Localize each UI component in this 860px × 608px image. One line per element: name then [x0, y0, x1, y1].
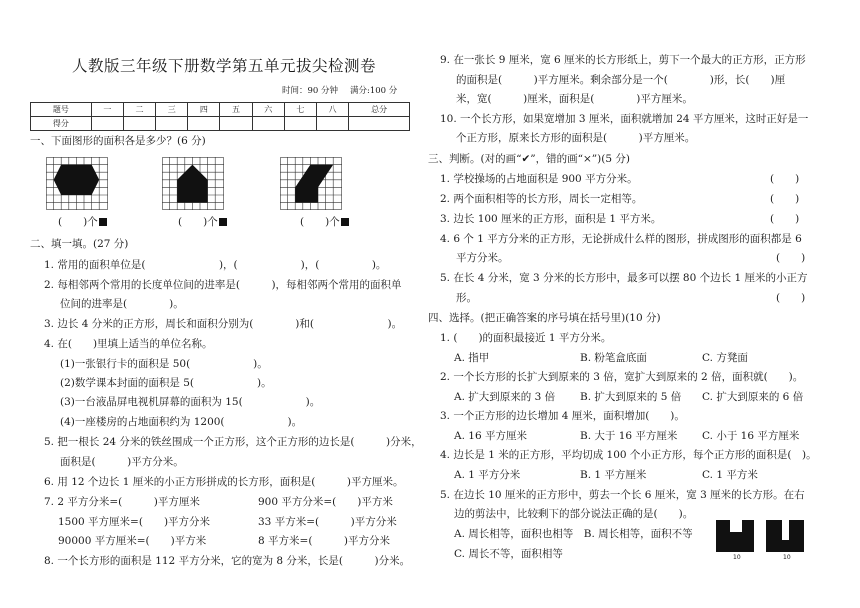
cell: 二 — [123, 103, 155, 117]
cell: 得分 — [31, 117, 92, 131]
cell: 总分 — [349, 103, 410, 117]
unit-square-icon — [341, 218, 349, 226]
choice-2[interactable]: 2. 一个长方形的长扩大到原来的 3 倍，宽扩大到原来的 2 倍，面积就( )。 — [440, 371, 804, 383]
judge-4: 4. 6 个 1 平方分米的正方形，无论拼成什么样的图形，拼成图形的面积都是 6 — [440, 233, 802, 245]
question-2-2-cont[interactable]: 位间的进率是( )。 — [60, 298, 184, 310]
judge-4-cont: 平方分米。 — [456, 252, 509, 264]
cell: 题号 — [31, 103, 92, 117]
cell[interactable] — [349, 117, 410, 131]
answer-blank: ( )个 — [178, 216, 218, 228]
grid-figure-hexagon — [46, 157, 108, 210]
figure-2-answer[interactable] — [178, 214, 227, 229]
cell: 四 — [188, 103, 220, 117]
figure-1-answer[interactable] — [58, 214, 107, 229]
judge-5: 5. 在长 4 分米，宽 3 分米的长方形中，最多可以摆 80 个边长 1 厘米的小正方 — [440, 272, 808, 284]
question-2-4-1[interactable]: (1)一张银行卡的面积是 50( )。 — [60, 358, 268, 370]
judge-2: 2. 两个面积相等的长方形，周长一定相等。 — [440, 193, 643, 205]
cut-square-figure-2 — [764, 518, 808, 560]
question-2-5-cont[interactable]: 面积是( )平方分米。 — [60, 456, 184, 468]
question-2-9-cont1[interactable]: 的面积是( )平方厘米。剩余部分是一个( )形，长( )厘 — [456, 74, 786, 86]
cut-square-figure-1 — [714, 518, 758, 560]
choice-5-option-c[interactable]: C. 周长不等，面积相等 — [454, 548, 563, 560]
question-2-7-c[interactable]: 1500 平方厘米=( )平方分米 — [58, 516, 211, 528]
choice-5[interactable]: 5. 在边长 10 厘米的正方形中，剪去一个长 6 厘米，宽 3 厘米的长方形。在右 — [440, 489, 805, 501]
question-2-7-a[interactable]: 7. 2 平方分米=( )平方厘米 — [44, 496, 200, 508]
question-2-4-3[interactable]: (3)一台液晶屏电视机屏幕的面积为 15( )。 — [60, 396, 321, 408]
section-2-heading: 二、填一填。(27 分) — [30, 238, 129, 250]
question-2-4[interactable]: 4. 在( )里填上适当的单位名称。 — [44, 338, 213, 350]
question-2-9[interactable]: 9. 在一张长 9 厘米，宽 6 厘米的长方形纸上，剪下一个最大的正方形，正方形 — [440, 54, 806, 66]
judge-5-answer[interactable]: ( ) — [776, 292, 806, 304]
question-2-3[interactable]: 3. 边长 4 分米的正方形，周长和面积分别为( )和( )。 — [44, 318, 403, 330]
score-table — [30, 102, 410, 131]
cell: 五 — [220, 103, 252, 117]
cell[interactable] — [284, 117, 316, 131]
choice-1[interactable]: 1. ( )的面积最接近 1 平方分米。 — [440, 332, 612, 344]
grid-figure-pentagon — [162, 157, 224, 210]
choice-3-option-a[interactable]: A. 16 平方厘米 — [454, 430, 527, 442]
cell[interactable] — [123, 117, 155, 131]
section-1-heading: 一、下面图形的面积各是多少？(6 分) — [30, 135, 206, 147]
question-2-2[interactable]: 2. 每相邻两个常用的长度单位间的进率是( )，每相邻两个常用的面积单 — [44, 279, 402, 291]
cell: 一 — [91, 103, 123, 117]
section-4-heading: 四、选择。(把正确答案的序号填在括号里)(10 分) — [428, 312, 661, 324]
question-2-4-2[interactable]: (2)数学课本封面的面积是 5( )。 — [60, 377, 272, 389]
exam-time: 时间：90 分钟 — [282, 86, 339, 96]
cell: 六 — [252, 103, 284, 117]
side-length-label: 10 — [733, 554, 741, 560]
choice-2-option-c[interactable]: C. 扩大到原来的 6 倍 — [702, 391, 804, 403]
unit-square-icon — [219, 218, 227, 226]
cell: 七 — [284, 103, 316, 117]
cell[interactable] — [91, 117, 123, 131]
choice-4[interactable]: 4. 边长是 1 米的正方形，平均切成 100 个小正方形，每个正方形的面积是( )。 — [440, 449, 817, 461]
exam-full-score: 满分:100 分 — [350, 86, 398, 96]
choice-4-option-c[interactable]: C. 1 平方米 — [702, 469, 758, 481]
question-2-10[interactable]: 10. 一个长方形，如果宽增加 3 厘米，面积就增加 24 平方厘米，这时正好是一 — [440, 113, 809, 125]
cell[interactable] — [252, 117, 284, 131]
choice-5-cont[interactable]: 边的剪法中，比较剩下的部分说法正确的是( )。 — [454, 508, 694, 520]
grid-figure-parallelogram — [280, 157, 342, 210]
section-3-heading: 三、判断。(对的画“✔”，错的画“×”)(5 分) — [428, 153, 630, 165]
page-title: 人教版三年级下册数学第五单元拔尖检测卷 — [72, 57, 377, 75]
choice-3-option-c[interactable]: C. 小于 16 平方厘米 — [702, 430, 800, 442]
figure-3-answer[interactable] — [300, 214, 349, 229]
judge-5-cont: 形。 — [456, 292, 477, 304]
score-table-header-row — [31, 103, 410, 117]
question-2-1[interactable]: 1. 常用的面积单位是( )，( )，( )。 — [44, 259, 387, 271]
cell[interactable] — [220, 117, 252, 131]
choice-3[interactable]: 3. 一个正方形的边长增加 4 厘米，面积增加( )。 — [440, 410, 685, 422]
choice-2-option-a[interactable]: A. 扩大到原来的 3 倍 — [454, 391, 556, 403]
judge-3-answer[interactable]: ( ) — [770, 213, 800, 225]
choice-1-option-b[interactable]: B. 粉笔盒底面 — [580, 352, 647, 364]
judge-3: 3. 边长 100 厘米的正方形，面积是 1 平方米。 — [440, 213, 662, 225]
judge-1-answer[interactable]: ( ) — [770, 173, 800, 185]
score-table-score-row — [31, 117, 410, 131]
question-2-7-d[interactable]: 33 平方米=( )平方分米 — [258, 516, 397, 528]
choice-5-options-ab[interactable]: A. 周长相等，面积也相等 B. 周长相等，面积不等 — [454, 528, 693, 540]
question-2-8[interactable]: 8. 一个长方形的面积是 112 平方分米，它的宽为 8 分米，长是( )分米。 — [44, 555, 411, 567]
cell[interactable] — [156, 117, 188, 131]
question-2-7-f[interactable]: 8 平方米=( )平方分米 — [258, 535, 391, 547]
answer-blank: ( )个 — [300, 216, 340, 228]
cell[interactable] — [316, 117, 348, 131]
choice-3-option-b[interactable]: B. 大于 16 平方厘米 — [580, 430, 678, 442]
answer-blank: ( )个 — [58, 216, 98, 228]
cell: 三 — [156, 103, 188, 117]
question-2-7-b[interactable]: 900 平方分米=( )平方米 — [258, 496, 393, 508]
judge-4-answer[interactable]: ( ) — [776, 252, 806, 264]
judge-2-answer[interactable]: ( ) — [770, 193, 800, 205]
question-2-4-4[interactable]: (4)一座楼房的占地面积约为 1200( )。 — [60, 416, 303, 428]
choice-1-option-c[interactable]: C. 方凳面 — [702, 352, 748, 364]
question-2-6[interactable]: 6. 用 12 个边长 1 厘米的小正方形拼成的长方形，面积是( )平方厘米。 — [44, 476, 404, 488]
choice-2-option-b[interactable]: B. 扩大到原来的 5 倍 — [580, 391, 682, 403]
question-2-5[interactable]: 5. 把一根长 24 分米的铁丝围成一个正方形，这个正方形的边长是( )分米， — [44, 436, 422, 448]
question-2-10-cont[interactable]: 个正方形，原来长方形的面积是( )平方厘米。 — [456, 132, 696, 144]
side-length-label: 10 — [783, 554, 791, 560]
choice-4-option-b[interactable]: B. 1 平方厘米 — [580, 469, 647, 481]
question-2-7-e[interactable]: 90000 平方厘米=( )平方米 — [58, 535, 207, 547]
question-2-9-cont2[interactable]: 米，宽( )厘米，面积是( )平方厘米。 — [456, 93, 693, 105]
unit-square-icon — [99, 218, 107, 226]
judge-1: 1. 学校操场的占地面积是 900 平方分米。 — [440, 173, 638, 185]
choice-1-option-a[interactable]: A. 指甲 — [454, 352, 490, 364]
choice-4-option-a[interactable]: A. 1 平方分米 — [454, 469, 521, 481]
cell: 八 — [316, 103, 348, 117]
cell[interactable] — [188, 117, 220, 131]
